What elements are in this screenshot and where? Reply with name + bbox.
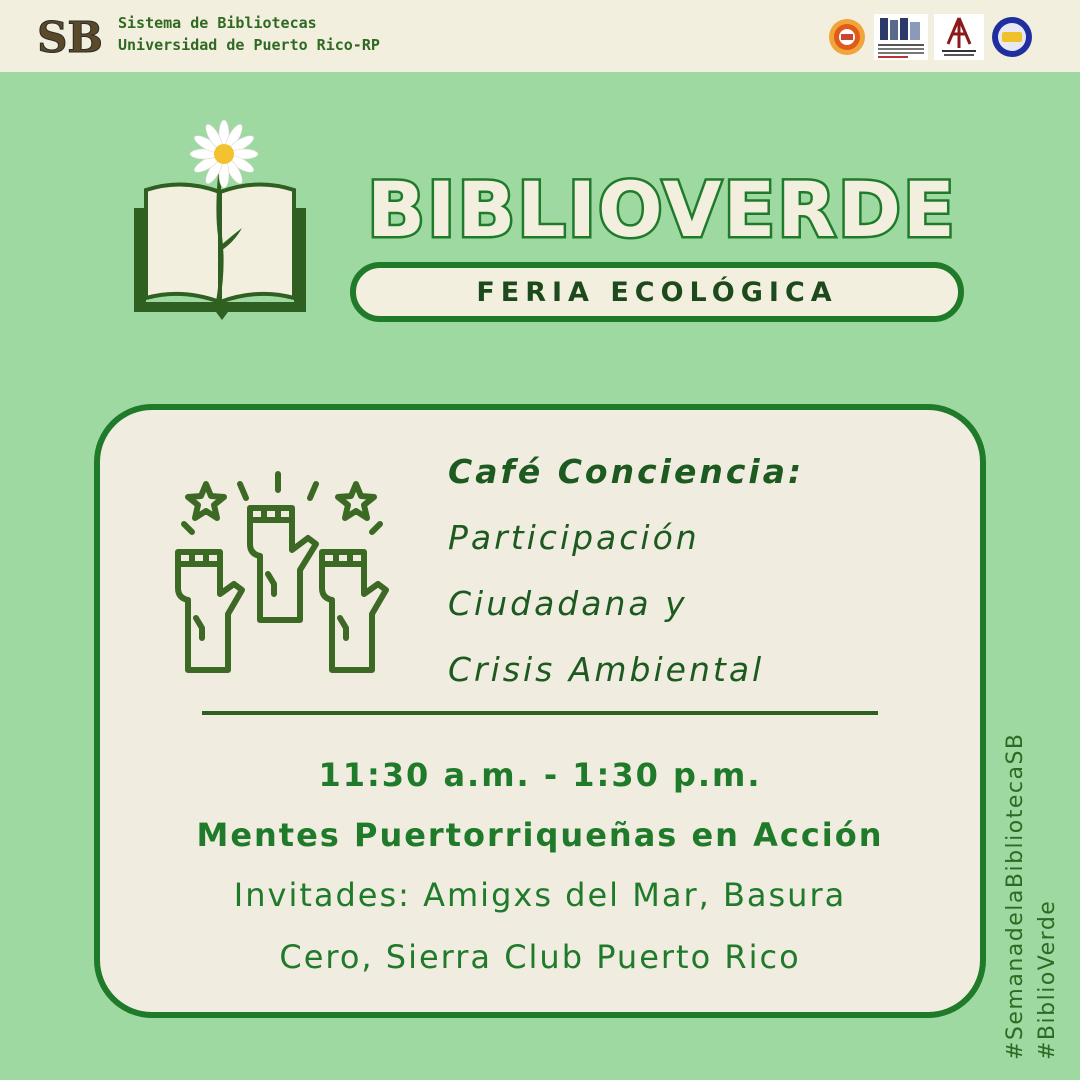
org-line-1: Sistema de Bibliotecas xyxy=(118,14,317,32)
subtitle: FERIA ECOLÓGICA xyxy=(476,276,838,308)
svg-text:SB: SB xyxy=(37,14,103,58)
event-guests-line-1: Invitades: Amigxs del Mar, Basura xyxy=(233,876,847,914)
svg-text:BIBLIOVERDE: BIBLIOVERDE xyxy=(367,166,957,248)
event-organizer: Mentes Puertorriqueñas en Acción xyxy=(196,816,884,854)
org-line-2: Universidad de Puerto Rico-RP xyxy=(118,36,380,54)
book-flower-icon xyxy=(126,116,312,326)
hashtags xyxy=(1000,680,1070,1060)
sb-logo xyxy=(30,14,110,58)
organization-name xyxy=(118,12,380,56)
subtitle-badge xyxy=(350,262,964,322)
hashtag-1: #SemanadelaBibliotecaSB xyxy=(1003,732,1028,1060)
event-heading: Café Conciencia: xyxy=(448,452,805,491)
professional-association-logo xyxy=(934,14,984,60)
event-time: 11:30 a.m. - 1:30 p.m. xyxy=(318,756,762,794)
divider xyxy=(202,711,878,715)
event-line-3: Crisis Ambiental xyxy=(448,650,765,689)
seal-logo xyxy=(826,14,868,60)
library-association-logo xyxy=(874,14,928,60)
header-bar xyxy=(0,0,1080,72)
hashtag-2: #BiblioVerde xyxy=(1035,899,1060,1060)
event-guests-line-2: Cero, Sierra Club Puerto Rico xyxy=(279,938,801,976)
event-line-2: Ciudadana y xyxy=(448,584,688,623)
raised-fists-icon xyxy=(168,470,394,676)
page-title xyxy=(362,166,962,248)
circle-badge-logo xyxy=(990,14,1034,60)
event-line-1: Participación xyxy=(448,518,700,557)
